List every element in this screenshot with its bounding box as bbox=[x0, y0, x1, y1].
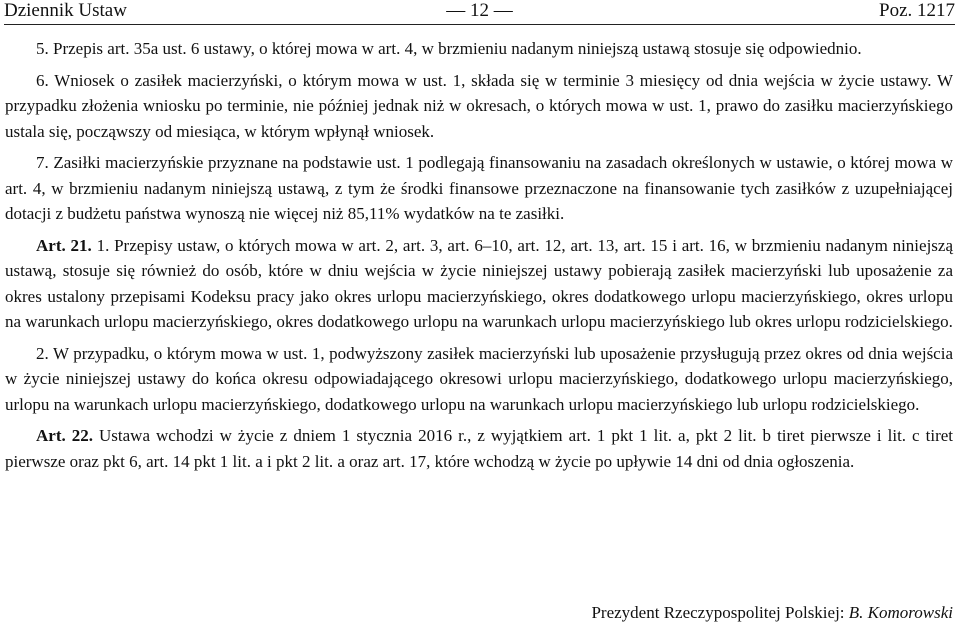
paragraph-5: 5. Przepis art. 35a ust. 6 ustawy, o której mowa w art. 4, w brzmieniu nadanym niniejszą ustawą stosuje się odpowiednio. bbox=[36, 39, 862, 58]
article-21-paragraph-2: 2. W przypadku, o którym mowa w ust. 1, podwyższony zasiłek macierzyński lub uposażenie przysługują przez okres od dnia wejścia w życie niniejszej ustawy do końca okresu odpowiadającego okresowi urlopu macierzyńskiego, dodatkowego urlopu macierzyńskiego, urlopu na warunkach urlopu macierzyńskiego, dodatkowego urlopu na warunkach urlopu macierzyńskiego lub urlopu rodzicielskiego. bbox=[5, 343, 953, 414]
article-22-text: Ustawa wchodzi w życie z dniem 1 stycznia 2016 r., z wyjątkiem art. 1 pkt 1 lit. a, pkt 2 lit. b tiret pierwsze i lit. c tiret pierwsze oraz pkt 6, art. 14 pkt 1 lit. a i pkt 2 lit. a oraz art. 17, które wchodzą w życie po upływie 14 dni od dnia ogłoszenia. bbox=[5, 426, 953, 471]
signature-name: B. Komorowski bbox=[848, 603, 953, 622]
signature bbox=[591, 601, 953, 625]
article-21-paragraph-1 bbox=[5, 233, 953, 335]
article-21-text: 1. Przepisy ustaw, o których mowa w art. 2, art. 3, art. 6–10, art. 12, art. 13, art. 15 i art. 16, w brzmieniu nadanym niniejszą ustawą, stosuje się również do osób, które w dniu wejścia w życie niniejszej ustawy pobierają zasiłek macierzyński lub uposażenie za okres ustalony przepisami Kodeksu pracy jako okres urlopu macierzyńskiego, okres dodatkowego urlopu macierzyńskiego, okres urlopu na warunkach urlopu macierzyńskiego, okres dodatkowego urlopu na warunkach urlopu macierzyńskiego lub okres urlopu rodzicielskiego. bbox=[5, 235, 953, 331]
page-number: — 12 — bbox=[446, 0, 513, 21]
document-body bbox=[5, 36, 953, 480]
signature-role: Prezydent Rzeczypospolitej Polskiej: bbox=[591, 603, 849, 622]
page-header bbox=[4, 0, 955, 25]
article-22 bbox=[5, 423, 953, 474]
journal-title: Dziennik Ustaw bbox=[4, 0, 127, 21]
article-21-label: Art. 21. bbox=[36, 235, 92, 255]
paragraph-6: 6. Wniosek o zasiłek macierzyński, o którym mowa w ust. 1, składa się w terminie 3 miesięcy od dnia wejścia w życie ustawy. W przypadku złożenia wniosku po terminie, nie później jednak niż w okresach, o których mowa w ust. 1, prawo do zasiłku macierzyńskiego ustala się, począwszy od miesiąca, w którym wpłynął wniosek. bbox=[5, 70, 953, 141]
position-number: Poz. 1217 bbox=[879, 0, 955, 21]
article-22-label: Art. 22. bbox=[36, 426, 93, 445]
paragraph-7: 7. Zasiłki macierzyńskie przyznane na podstawie ust. 1 podlegają finansowaniu na zasadach określonych w ustawie, o której mowa w art. 4, w brzmieniu nadanym niniejszą ustawą, z tym że środki finansowe przeznaczone na finansowanie tych zasiłków z uzupełniającej dotacji z budżetu państwa wynoszą nie więcej niż 85,11% wydatków na te zasiłki. bbox=[5, 153, 953, 223]
